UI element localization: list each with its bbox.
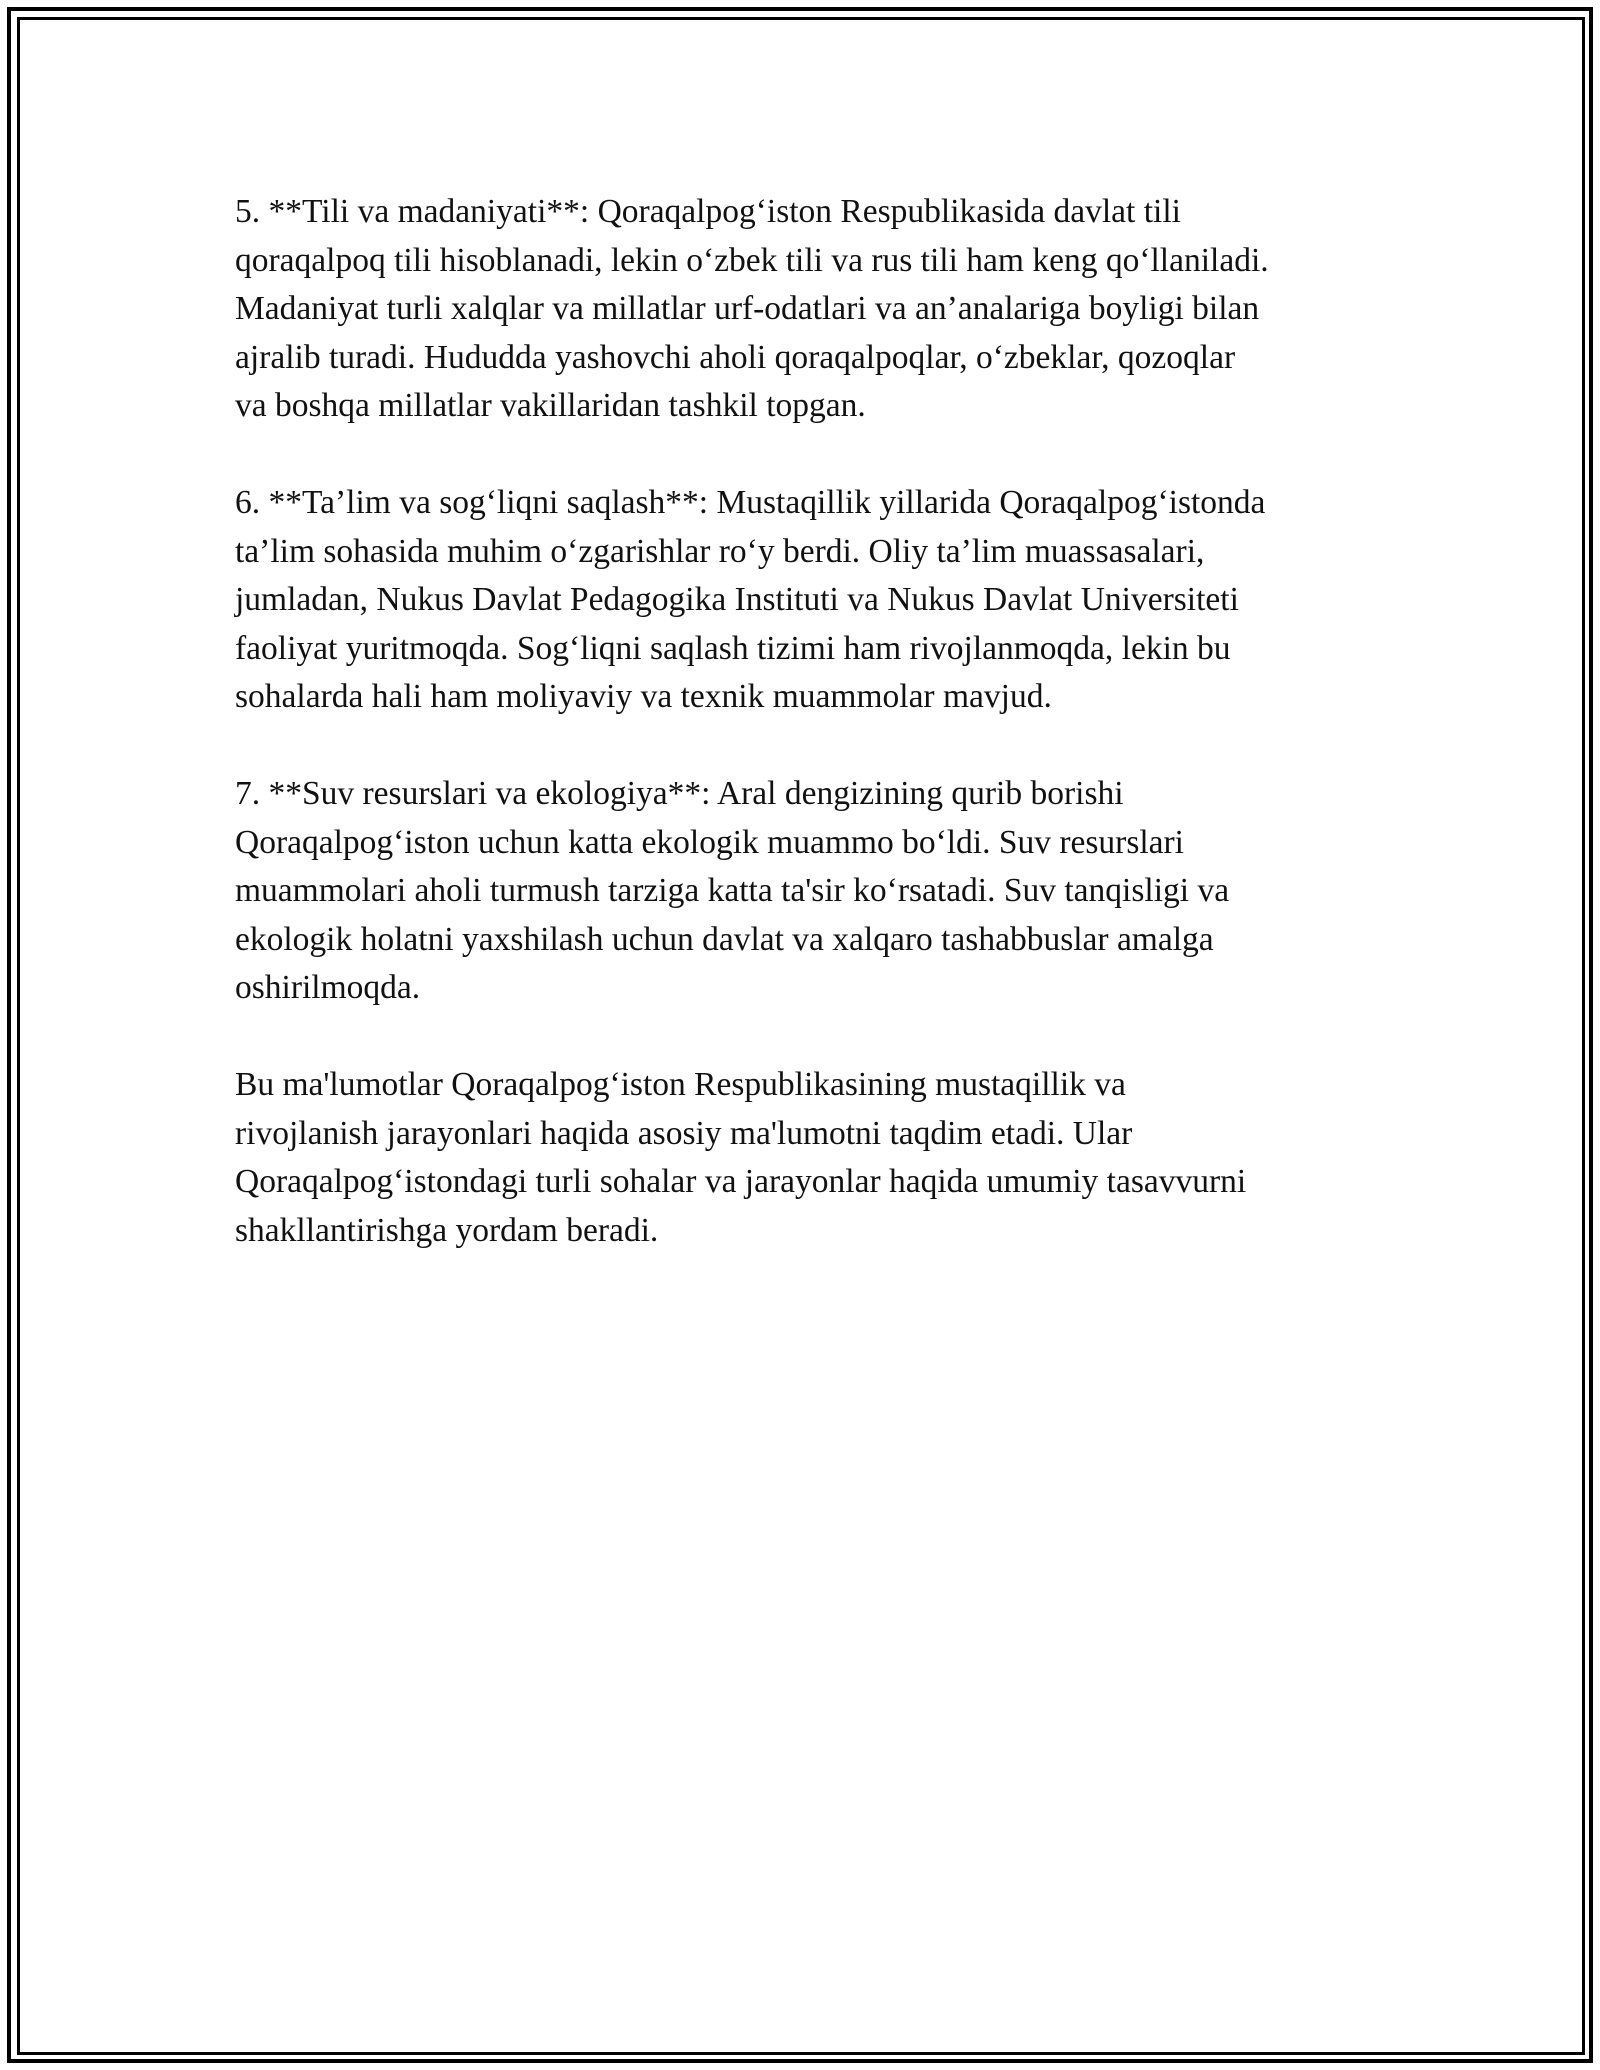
paragraph-education-health: 6. **Ta’lim va sog‘liqni saqlash**: Mustaqillik yillarida Qoraqalpog‘istonda ta’lim sohasida muhim o‘zgarishlar ro‘y berdi. Oliy ta’lim muassasalari, jumladan, Nukus Davlat Pedagogika Instituti va Nukus Davlat Universiteti faoliyat yuritmoqda. Sog‘liqni saqlash tizimi ham rivojlanmoqda, lekin bu sohalarda hali ham moliyaviy va texnik muammolar mavjud. [235, 484, 1266, 715]
paragraph-water-ecology: 7. **Suv resurslari va ekologiya**: Aral dengizining qurib borishi Qoraqalpog‘iston uchun katta ekologik muammo bo‘ldi. Suv resurslari muammolari aholi turmush tarziga katta ta'sir ko‘rsatadi. Suv tanqisligi va ekologik holatni yaxshilash uchun davlat va xalqaro tashabbuslar amalga oshirilmoqda. [235, 775, 1230, 1006]
paragraph-conclusion: Bu ma'lumotlar Qoraqalpog‘iston Respublikasining mustaqillik va rivojlanish jarayonlari haqida asosiy ma'lumotni taqdim etadi. Ular Qoraqalpog‘istondagi turli sohalar va jarayonlar haqida umumiy tasavvurni shakllantirishga yordam beradi. [235, 1066, 1247, 1249]
document-body [235, 188, 1385, 1304]
paragraph-language-culture: 5. **Tili va madaniyati**: Qoraqalpog‘iston Respublikasida davlat tili qoraqalpoq tili hisoblanadi, lekin o‘zbek tili va rus tili ham keng qo‘llaniladi. Madaniyat turli xalqlar va millatlar urf-odatlari va an’analariga boyligi bilan ajralib turadi. Hududda yashovchi aholi qoraqalpoqlar, o‘zbeklar, qozoqlar va boshqa millatlar vakillaridan tashkil topgan. [235, 193, 1269, 424]
